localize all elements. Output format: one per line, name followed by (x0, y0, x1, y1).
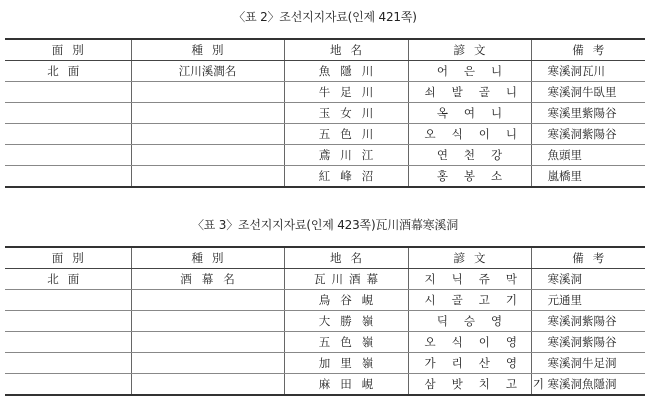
header-eonmun: 諺文 (408, 39, 531, 61)
table-row (5, 124, 645, 145)
cell-jongbyeol: 江川溪澗名 (131, 61, 284, 82)
cell-myeonbyeol (5, 145, 131, 166)
cell-myeonbyeol: 北面 (5, 269, 131, 290)
table-row (5, 82, 645, 103)
cell-jimyeong: 鳥谷峴 (284, 290, 408, 311)
table-row (5, 269, 645, 290)
header-jimyeong: 地名 (284, 39, 408, 61)
cell-eonmun: 오식이니 (408, 124, 531, 145)
cell-jimyeong: 大勝嶺 (284, 311, 408, 332)
cell-myeonbyeol (5, 82, 131, 103)
cell-jongbyeol (131, 82, 284, 103)
table-row (5, 332, 645, 353)
cell-bigo: 寒溪洞 (531, 269, 645, 290)
cell-jimyeong: 五色嶺 (284, 332, 408, 353)
cell-jimyeong: 玉女川 (284, 103, 408, 124)
cell-eonmun: 어은니 (408, 61, 531, 82)
table-row (5, 311, 645, 332)
cell-bigo: 嵐橋里 (531, 166, 645, 188)
cell-bigo: 寒溪洞牛臥里 (531, 82, 645, 103)
cell-eonmun: 시골고기 (408, 290, 531, 311)
cell-bigo: 寒溪里紫陽谷 (531, 103, 645, 124)
cell-eonmun: 딕승영 (408, 311, 531, 332)
cell-myeonbyeol (5, 332, 131, 353)
cell-jongbyeol (131, 290, 284, 311)
cell-eonmun: 옥여니 (408, 103, 531, 124)
cell-bigo: 寒溪洞牛足洞 (531, 353, 645, 374)
cell-jimyeong: 瓦川酒幕 (284, 269, 408, 290)
cell-myeonbyeol (5, 103, 131, 124)
cell-eonmun: 가리산영 (408, 353, 531, 374)
cell-myeonbyeol (5, 124, 131, 145)
header-jongbyeol: 種別 (131, 247, 284, 269)
table-row (5, 290, 645, 311)
cell-bigo: 寒溪洞紫陽谷 (531, 332, 645, 353)
table-2-caption: 〈표 2〉조선지지자료(인제 421쪽) (233, 10, 417, 24)
cell-myeonbyeol (5, 290, 131, 311)
header-myeonbyeol: 面別 (5, 247, 131, 269)
cell-bigo: 寒溪洞魚隱洞 (531, 374, 645, 396)
cell-eonmun: 연천강 (408, 145, 531, 166)
table-3 (5, 246, 645, 396)
table-row (5, 145, 645, 166)
cell-myeonbyeol: 北面 (5, 61, 131, 82)
cell-eonmun: 삼밧치고기 (408, 374, 531, 396)
cell-jimyeong: 牛足川 (284, 82, 408, 103)
header-myeonbyeol: 面別 (5, 39, 131, 61)
cell-myeonbyeol (5, 166, 131, 188)
table-row (5, 166, 645, 188)
cell-jongbyeol (131, 103, 284, 124)
cell-eonmun: 오식이영 (408, 332, 531, 353)
cell-jongbyeol (131, 332, 284, 353)
table-header-row (5, 247, 645, 269)
cell-jongbyeol (131, 166, 284, 188)
header-jimyeong: 地名 (284, 247, 408, 269)
cell-jongbyeol: 酒幕名 (131, 269, 284, 290)
table-2 (5, 38, 645, 188)
cell-jimyeong: 魚隱川 (284, 61, 408, 82)
cell-jongbyeol (131, 145, 284, 166)
cell-eonmun: 쇠발골니 (408, 82, 531, 103)
table-row (5, 353, 645, 374)
cell-eonmun: 홍봉소 (408, 166, 531, 188)
header-bigo: 備考 (531, 247, 645, 269)
cell-myeonbyeol (5, 374, 131, 396)
table-row (5, 61, 645, 82)
cell-jimyeong: 鳶川江 (284, 145, 408, 166)
cell-jimyeong: 五色川 (284, 124, 408, 145)
cell-eonmun: 지닉쥬막 (408, 269, 531, 290)
cell-jimyeong: 紅峰沼 (284, 166, 408, 188)
cell-bigo: 寒溪洞紫陽谷 (531, 124, 645, 145)
cell-myeonbyeol (5, 353, 131, 374)
cell-jimyeong: 加里嶺 (284, 353, 408, 374)
cell-jimyeong: 麻田峴 (284, 374, 408, 396)
table-3-caption: 〈표 3〉조선지지자료(인제 423쪽)瓦川酒幕寒溪洞 (191, 218, 459, 232)
cell-myeonbyeol (5, 311, 131, 332)
cell-bigo: 元通里 (531, 290, 645, 311)
table-header-row (5, 39, 645, 61)
cell-bigo: 魚頭里 (531, 145, 645, 166)
cell-jongbyeol (131, 311, 284, 332)
table-row (5, 374, 645, 396)
cell-bigo: 寒溪洞紫陽谷 (531, 311, 645, 332)
cell-jongbyeol (131, 124, 284, 145)
header-eonmun: 諺文 (408, 247, 531, 269)
table-row (5, 103, 645, 124)
header-bigo: 備考 (531, 39, 645, 61)
cell-jongbyeol (131, 374, 284, 396)
cell-jongbyeol (131, 353, 284, 374)
header-jongbyeol: 種別 (131, 39, 284, 61)
cell-bigo: 寒溪洞瓦川 (531, 61, 645, 82)
